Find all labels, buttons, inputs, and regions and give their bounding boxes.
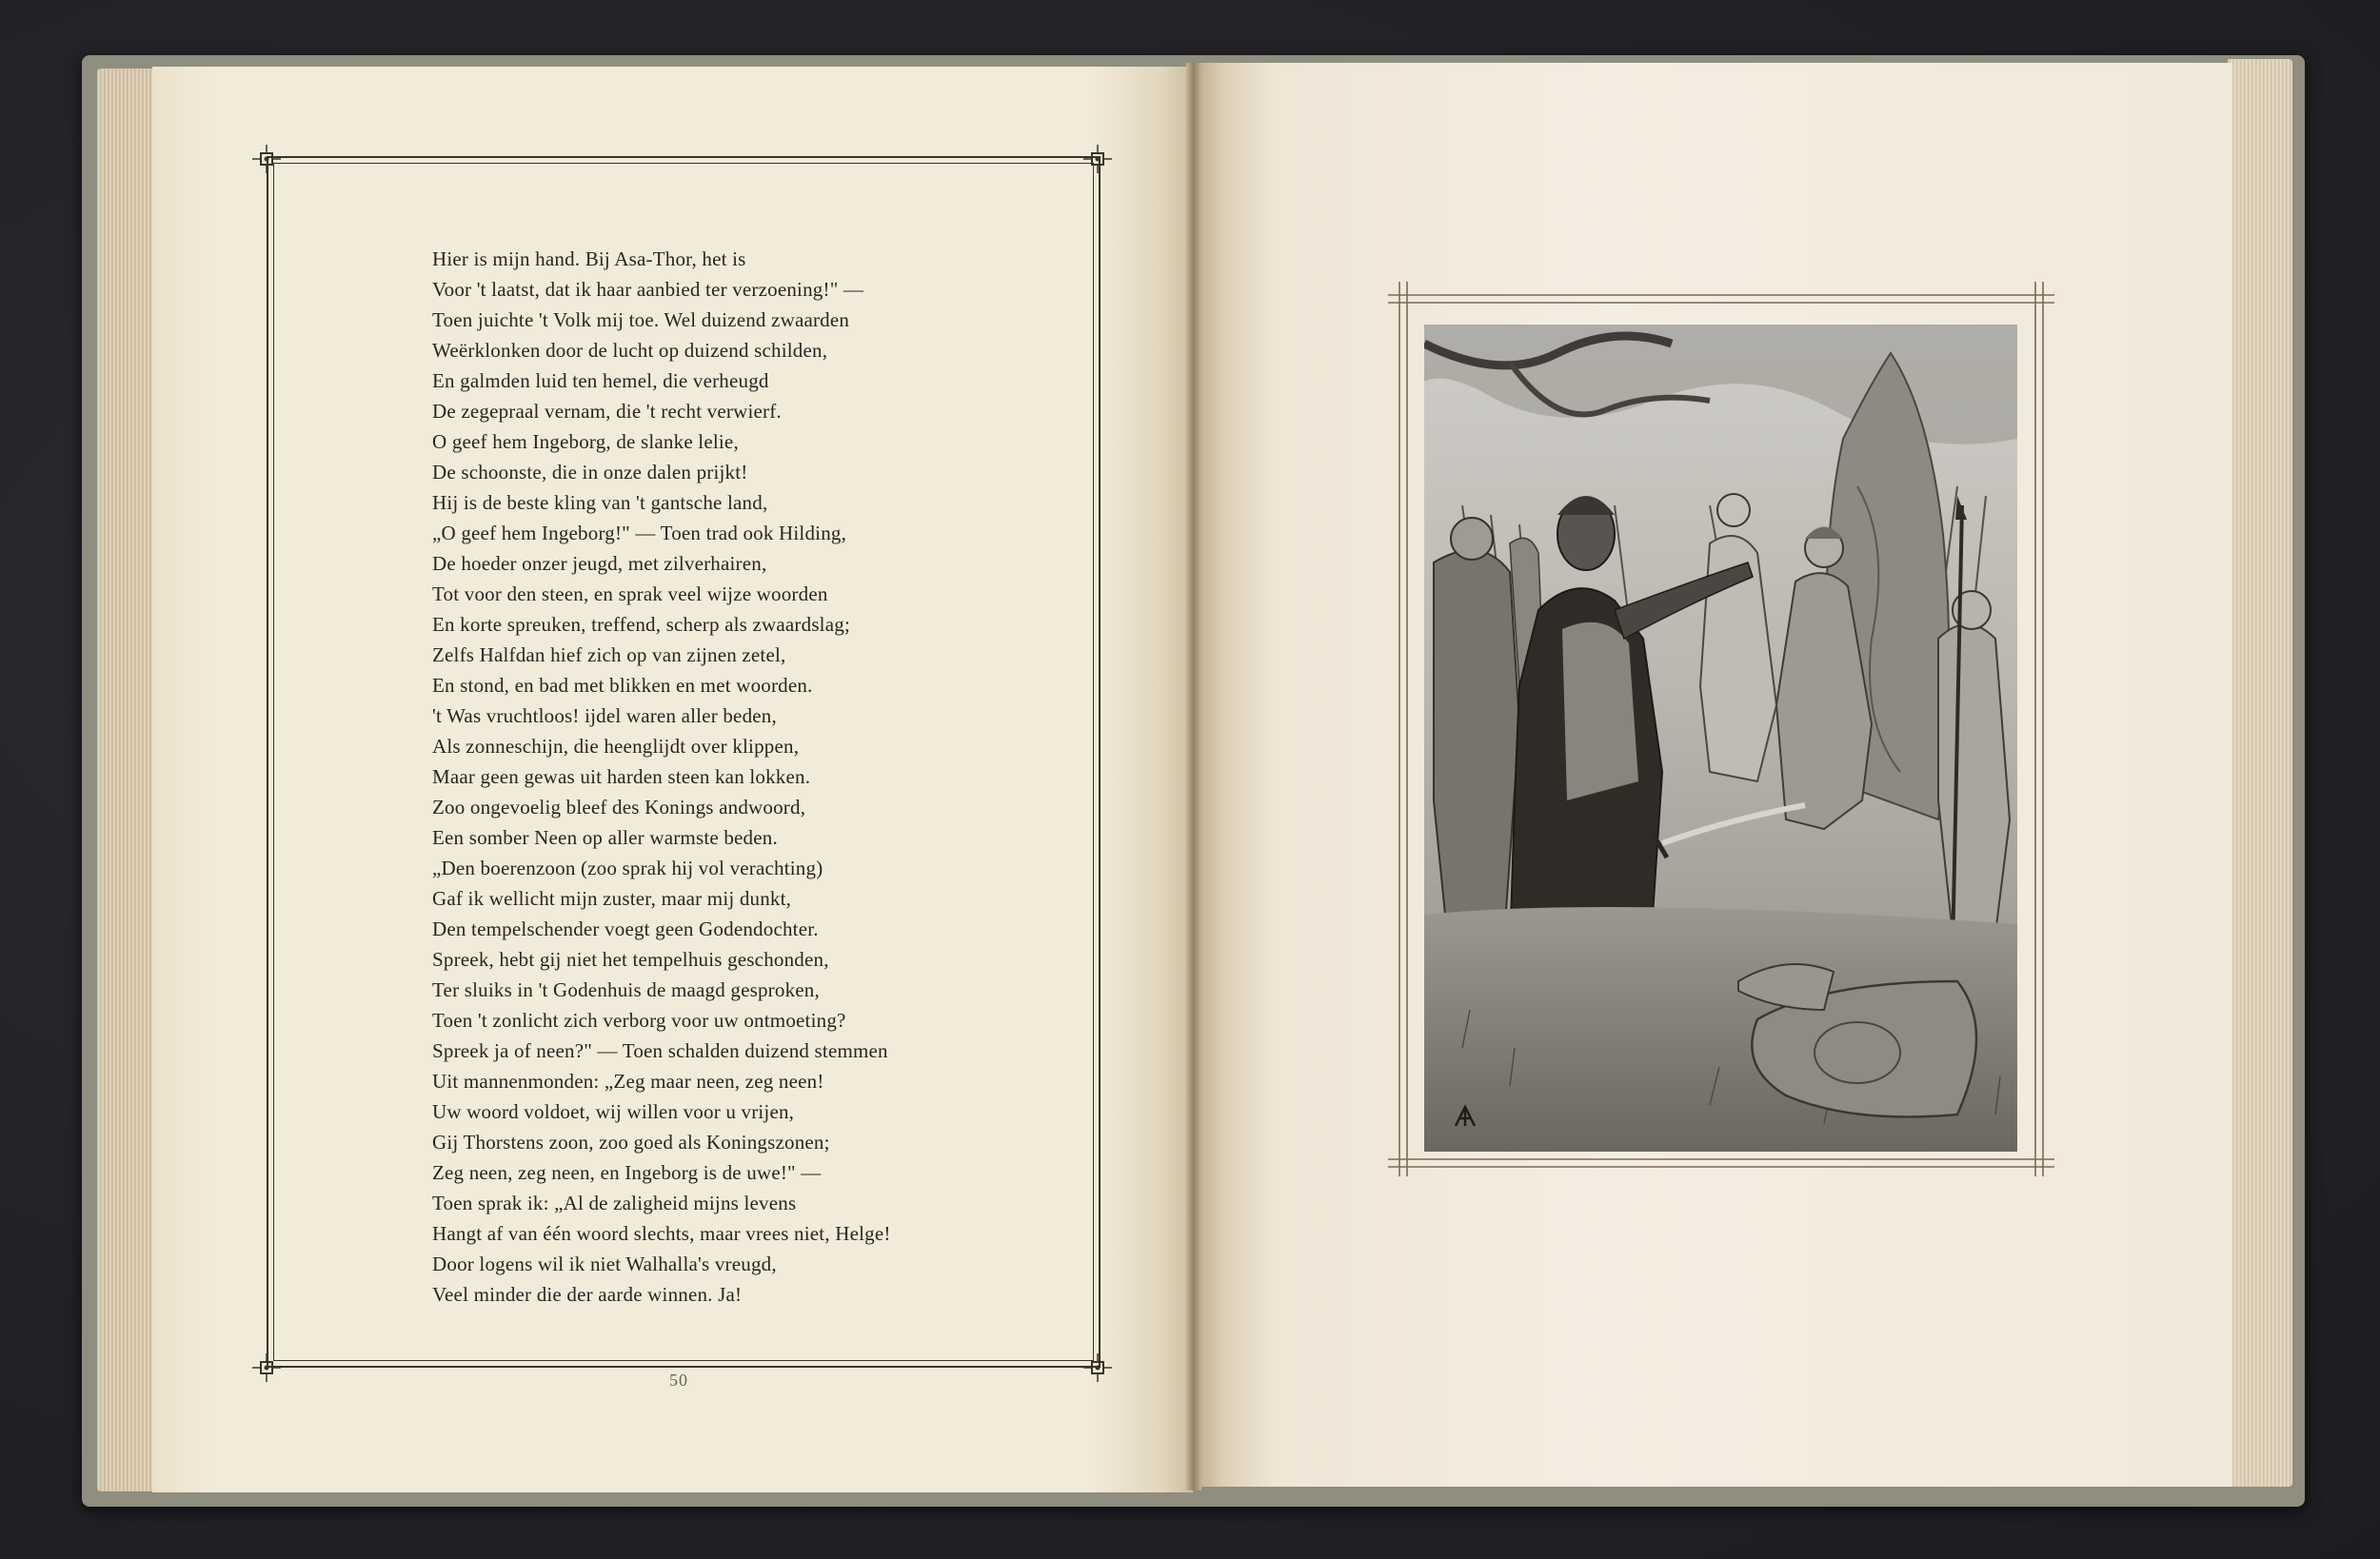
page-edges-right [2228, 59, 2292, 1487]
poem-line: Ter sluiks in 't Godenhuis de maagd gesproken, [432, 978, 820, 1001]
poem-line: „Den boerenzoon (zoo sprak hij vol verachting) [432, 857, 823, 879]
poem-line: Tot voor den steen, en sprak veel wijze woorden [432, 582, 828, 605]
poem-line: Een somber Neen op aller warmste beden. [432, 826, 778, 849]
poem-line: Gaf ik wellicht mijn zuster, maar mij dunkt, [432, 887, 792, 910]
book-gutter [1186, 63, 1201, 1490]
poem-line: Toen 't zonlicht zich verborg voor uw ontmoeting? [432, 1009, 846, 1032]
poem-line: Maar geen gewas uit harden steen kan lokken. [432, 765, 811, 788]
poem-line: En korte spreuken, treffend, scherp als zwaardslag; [432, 613, 850, 636]
poem-line: Zelfs Halfdan hief zich op van zijnen zetel, [432, 643, 786, 666]
corner-ornament-icon [1083, 1353, 1112, 1382]
corner-ornament-icon [1083, 145, 1112, 173]
poem-line: Toen sprak ik: „Al de zaligheid mijns levens [432, 1192, 797, 1214]
poem-line: O geef hem Ingeborg, de slanke lelie, [432, 430, 739, 453]
corner-ornament-icon [252, 1353, 281, 1382]
poem-line: Spreek, hebt gij niet het tempelhuis geschonden, [432, 948, 829, 971]
engraving-illustration [1424, 325, 2017, 1152]
poem-line: Door logens wil ik niet Walhalla's vreugd, [432, 1253, 777, 1275]
poem-line: De schoonste, die in onze dalen prijkt! [432, 461, 748, 483]
poem-line: Als zonneschijn, die heenglijdt over klippen, [432, 735, 800, 758]
artist-monogram-icon [1451, 1102, 1479, 1131]
page-edges-left [97, 69, 154, 1491]
poem-line: Zeg neen, zeg neen, en Ingeborg is de uwe!" — [432, 1161, 822, 1184]
poem-line: De hoeder onzer jeugd, met zilverhairen, [432, 552, 767, 575]
poem-line: Zoo ongevoelig bleef des Konings andwoord, [432, 796, 806, 819]
poem-line: Gij Thorstens zoon, zoo goed als Koningszonen; [432, 1131, 830, 1154]
corner-ornament-icon [252, 145, 281, 173]
poem-line: Toen juichte 't Volk mij toe. Wel duizend zwaarden [432, 308, 850, 331]
poem-text [432, 244, 1022, 1310]
poem-line: Hangt af van één woord slechts, maar vrees niet, Helge! [432, 1222, 891, 1245]
poem-line: „O geef hem Ingeborg!" — Toen trad ook Hilding, [432, 522, 847, 544]
poem-line: Uit mannenmonden: „Zeg maar neen, zeg neen! [432, 1070, 824, 1093]
poem-line: Voor 't laatst, dat ik haar aanbied ter verzoening!" — [432, 278, 864, 301]
page-number: 50 [669, 1371, 688, 1390]
poem-line: De zegepraal vernam, die 't recht verwierf. [432, 400, 782, 423]
poem-line: Den tempelschender voegt geen Godendochter. [432, 918, 819, 940]
poem-line: 't Was vruchtloos! ijdel waren aller beden, [432, 704, 777, 727]
poem-line: Hier is mijn hand. Bij Asa-Thor, het is [432, 247, 746, 270]
poem-line: Veel minder die der aarde winnen. Ja! [432, 1283, 743, 1306]
poem-line: Spreek ja of neen?" — Toen schalden duizend stemmen [432, 1039, 888, 1062]
poem-line: Uw woord voldoet, wij willen voor u vrijen, [432, 1100, 795, 1123]
poem-line: Weërklonken door de lucht op duizend schilden, [432, 339, 828, 362]
poem-line: Hij is de beste kling van 't gantsche land, [432, 491, 768, 514]
poem-line: En galmden luid ten hemel, die verheugd [432, 369, 769, 392]
poem-line: En stond, en bad met blikken en met woorden. [432, 674, 813, 697]
